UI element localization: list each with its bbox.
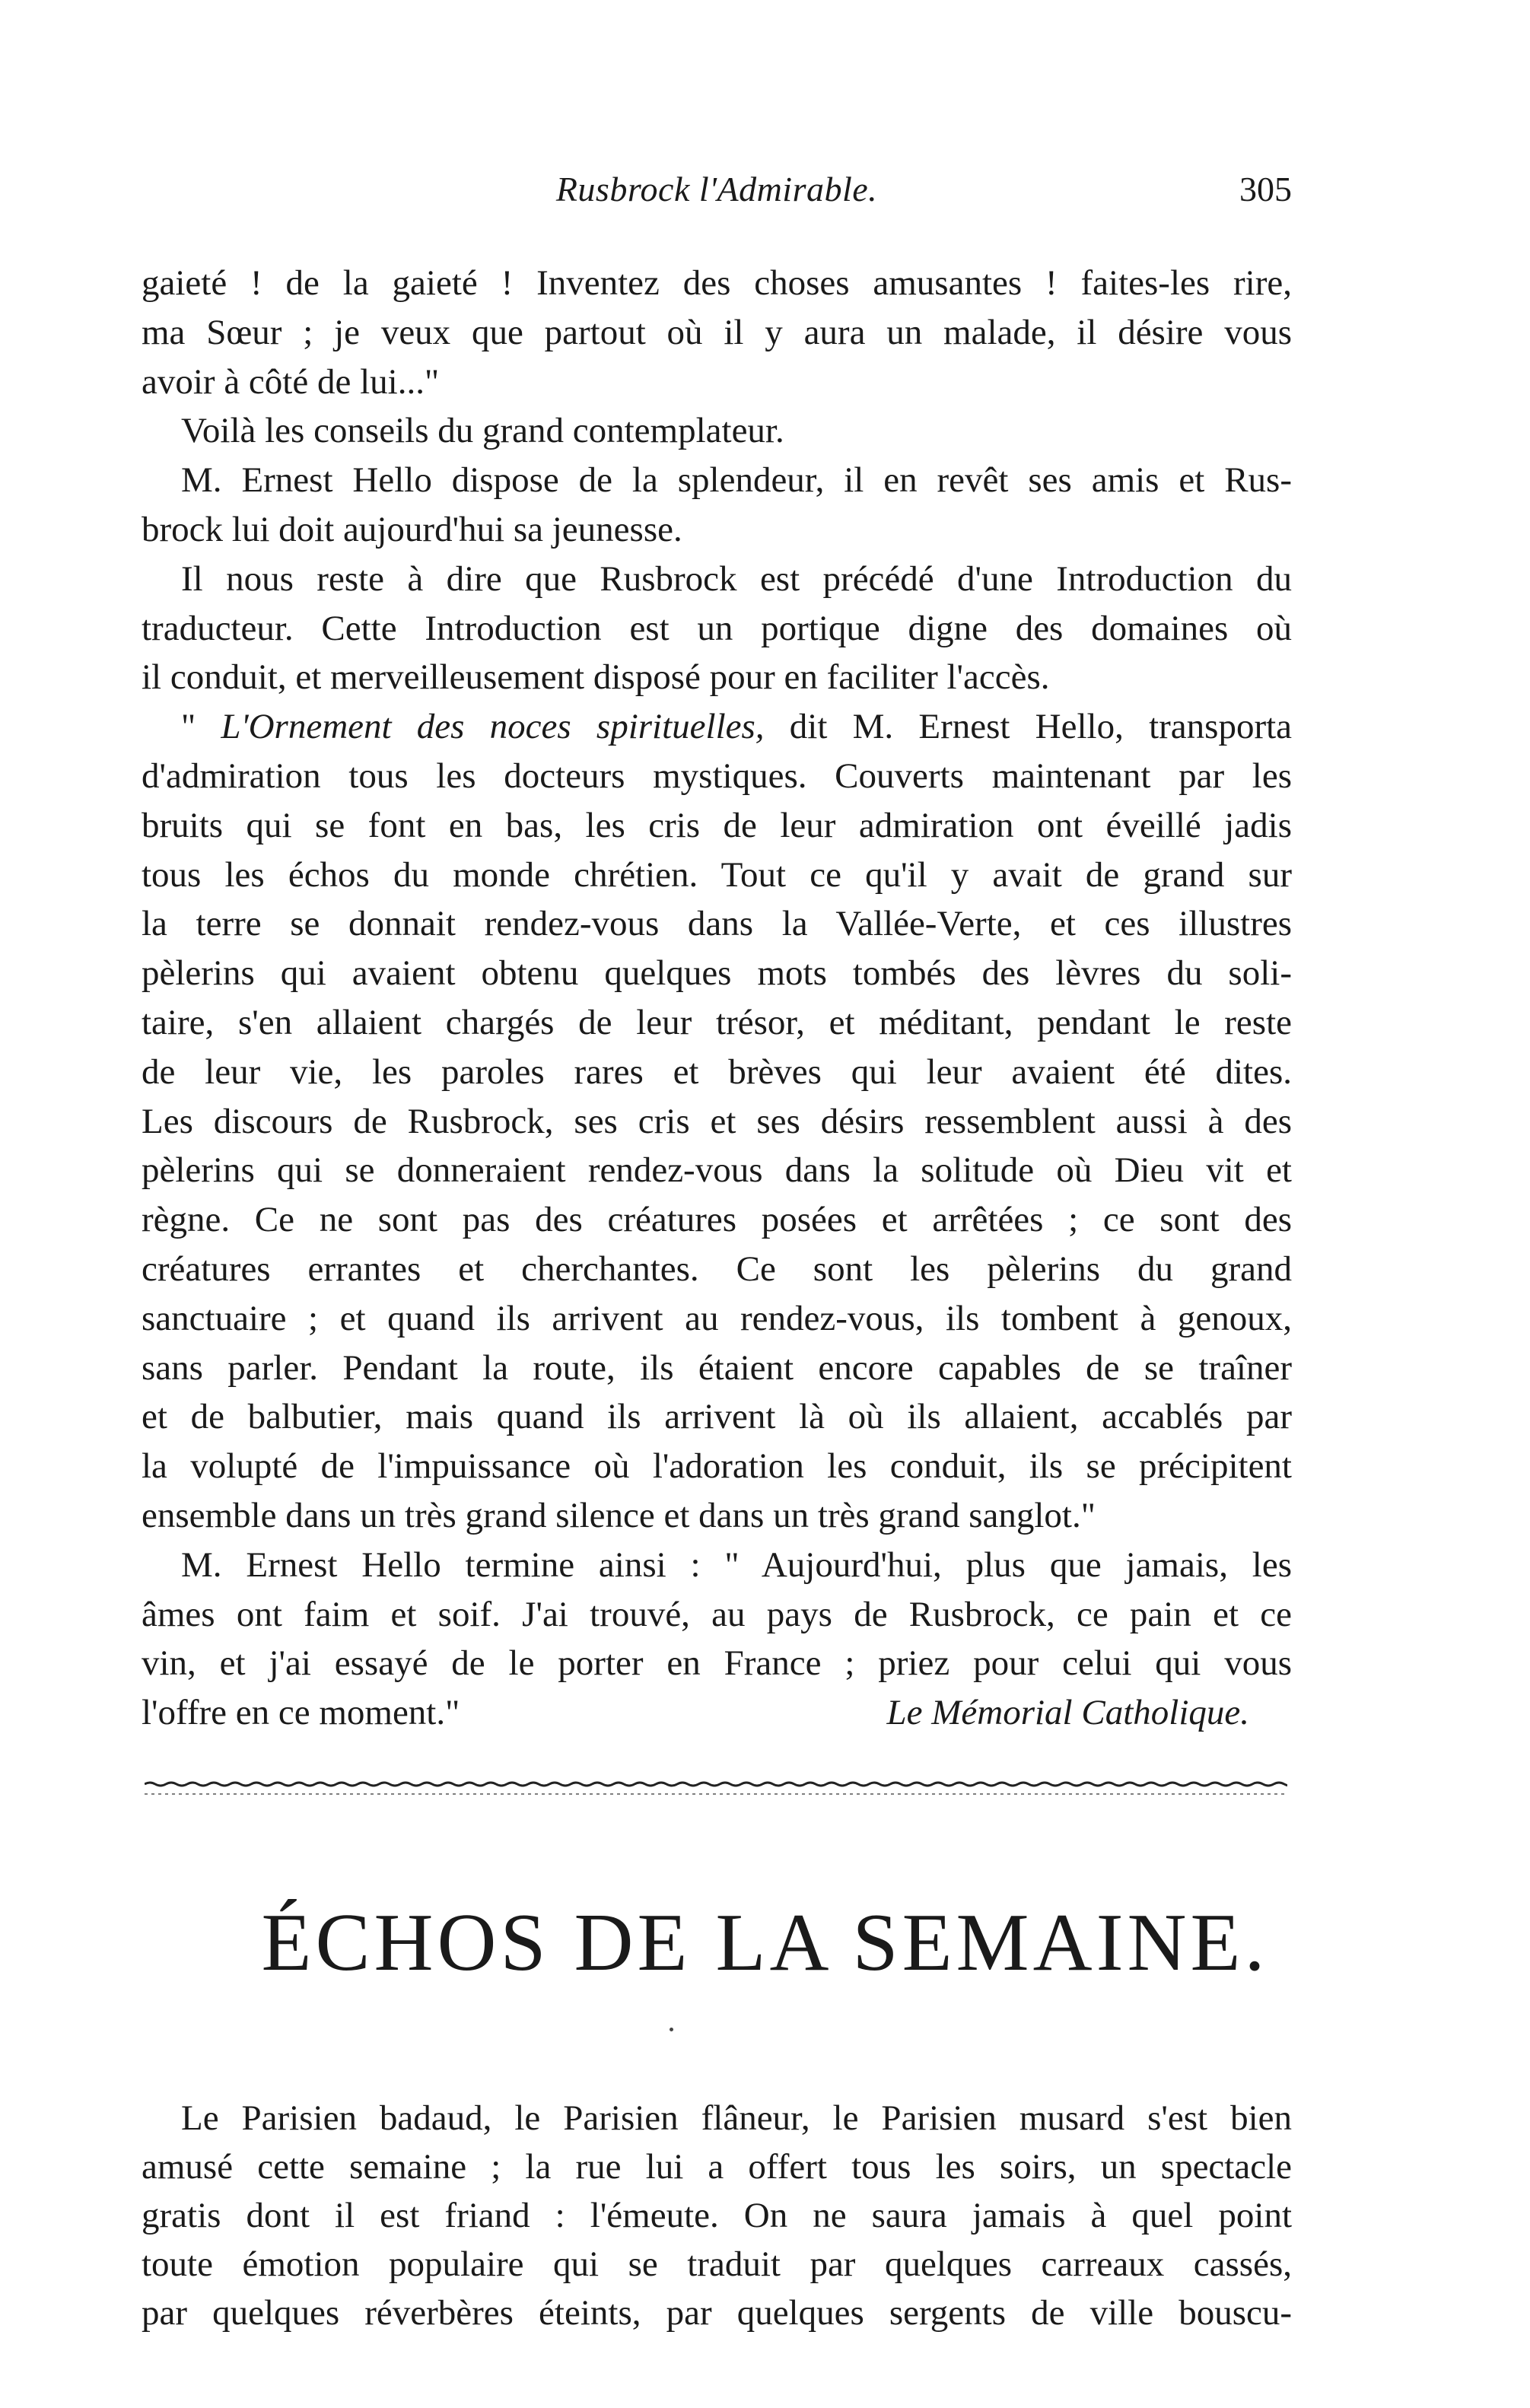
text-line: brock lui doit aujourd'hui sa jeunesse. xyxy=(142,509,682,549)
text-line: et de balbutier, mais quand ils arrivent là où ils allaient, accablés par xyxy=(142,1397,1292,1437)
text-line: ma Sœur ; je veux que partout où il y aura un malade, il désire vous xyxy=(142,312,1292,352)
text-line: taire, s'en allaient chargés de leur trésor, et méditant, pendant le reste xyxy=(142,1002,1292,1042)
article-body xyxy=(142,259,1292,1738)
text-line: tous les échos du monde chrétien. Tout ce qu'il y avait de grand sur xyxy=(142,854,1292,895)
text-line: Le Parisien badaud, le Parisien flâneur, le Parisien musard s'est bien xyxy=(181,2098,1292,2138)
text-line: toute émotion populaire qui se traduit par quelques carreaux cassés, xyxy=(142,2244,1292,2284)
text-line: avoir à côté de lui..." xyxy=(142,361,440,402)
text-line: il conduit, et merveilleusement disposé pour en faciliter l'accès. xyxy=(142,657,1050,698)
text-line: de leur vie, les paroles rares et brèves qui leur avaient été dites. xyxy=(142,1051,1292,1092)
quote-opening-line xyxy=(142,702,1292,752)
text-line: vin, et j'ai essayé de le porter en France ; priez pour celui qui vous xyxy=(142,1643,1292,1684)
text-line: amusé cette semaine ; la rue lui a offert tous les soirs, un spectacle xyxy=(142,2147,1292,2187)
text-line: sans parler. Pendant la route, ils étaient encore capables de se traîner xyxy=(142,1347,1292,1388)
text-line: gaieté ! de la gaieté ! Inventez des choses amusantes ! faites-les rire, xyxy=(142,263,1292,303)
open-quote: " xyxy=(181,707,221,747)
source-signature: Le Mémorial Catholique. xyxy=(886,1693,1249,1733)
text-line: ensemble dans un très grand silence et dans un très grand sanglot." xyxy=(142,1495,1096,1535)
text-line: Voilà les conseils du grand contemplateur. xyxy=(181,411,784,451)
text-line: bruits qui se font en bas, les cris de leur admiration ont éveillé jadis xyxy=(142,805,1292,845)
wavy-rule-graphic xyxy=(145,1777,1287,1797)
text-line: la volupté de l'impuissance où l'adoration les conduit, ils se précipitent xyxy=(142,1446,1292,1487)
section-body xyxy=(142,2094,1292,2337)
text-line: gratis dont il est friand : l'émeute. On ne saura jamais à quel point xyxy=(142,2196,1292,2235)
text-line: la terre se donnait rendez-vous dans la Vallée-Verte, et ces illustres xyxy=(142,904,1292,944)
text-line: Les discours de Rusbrock, ses cris et ses désirs ressemblent aussi à des xyxy=(142,1101,1292,1141)
section-title: ÉCHOS DE LA SEMAINE. xyxy=(261,1897,1269,1988)
text-fragment: dit M. Ernest Hello, transporta xyxy=(789,707,1293,747)
text-line: créatures errantes et cherchantes. Ce sont les pèlerins du grand xyxy=(142,1249,1292,1289)
decorative-wavy-rule xyxy=(145,1777,1287,1797)
text-line: M. Ernest Hello dispose de la splendeur, il en revêt ses amis et Rus- xyxy=(181,460,1292,501)
text-line: Il nous reste à dire que Rusbrock est précédé d'une Introduction du xyxy=(181,558,1292,599)
text-line: pèlerins qui avaient obtenu quelques mots tombés des lèvres du soli- xyxy=(142,953,1292,994)
text-line: sanctuaire ; et quand ils arrivent au rendez-vous, ils tombent à genoux, xyxy=(142,1298,1292,1338)
text-line: règne. Ce ne sont pas des créatures posées et arrêtées ; ce sont des xyxy=(142,1200,1292,1240)
ornament-dot xyxy=(670,2028,673,2031)
text-line: pèlerins qui se donneraient rendez-vous dans la solitude où Dieu vit et xyxy=(142,1150,1292,1191)
quoted-title: L'Ornement des noces spirituelles, xyxy=(221,707,765,747)
text-line: âmes ont faim et soif. J'ai trouvé, au pays de Rusbrock, ce pain et ce xyxy=(142,1594,1292,1634)
text-line: par quelques réverbères éteints, par quelques sergents de ville bouscu- xyxy=(142,2293,1292,2333)
text-line: d'admiration tous les docteurs mystiques. Couverts maintenant par les xyxy=(142,755,1292,796)
text-line: traducteur. Cette Introduction est un portique digne des domaines où xyxy=(142,608,1292,648)
page-number: 305 xyxy=(1239,170,1292,208)
text-line: l'offre en ce moment." xyxy=(142,1693,460,1733)
running-title: Rusbrock l'Admirable. xyxy=(555,170,878,208)
signoff-line xyxy=(142,1688,1292,1738)
page-header xyxy=(142,169,1292,215)
text-line: M. Ernest Hello termine ainsi : " Aujourd'hui, plus que jamais, les xyxy=(181,1544,1292,1585)
